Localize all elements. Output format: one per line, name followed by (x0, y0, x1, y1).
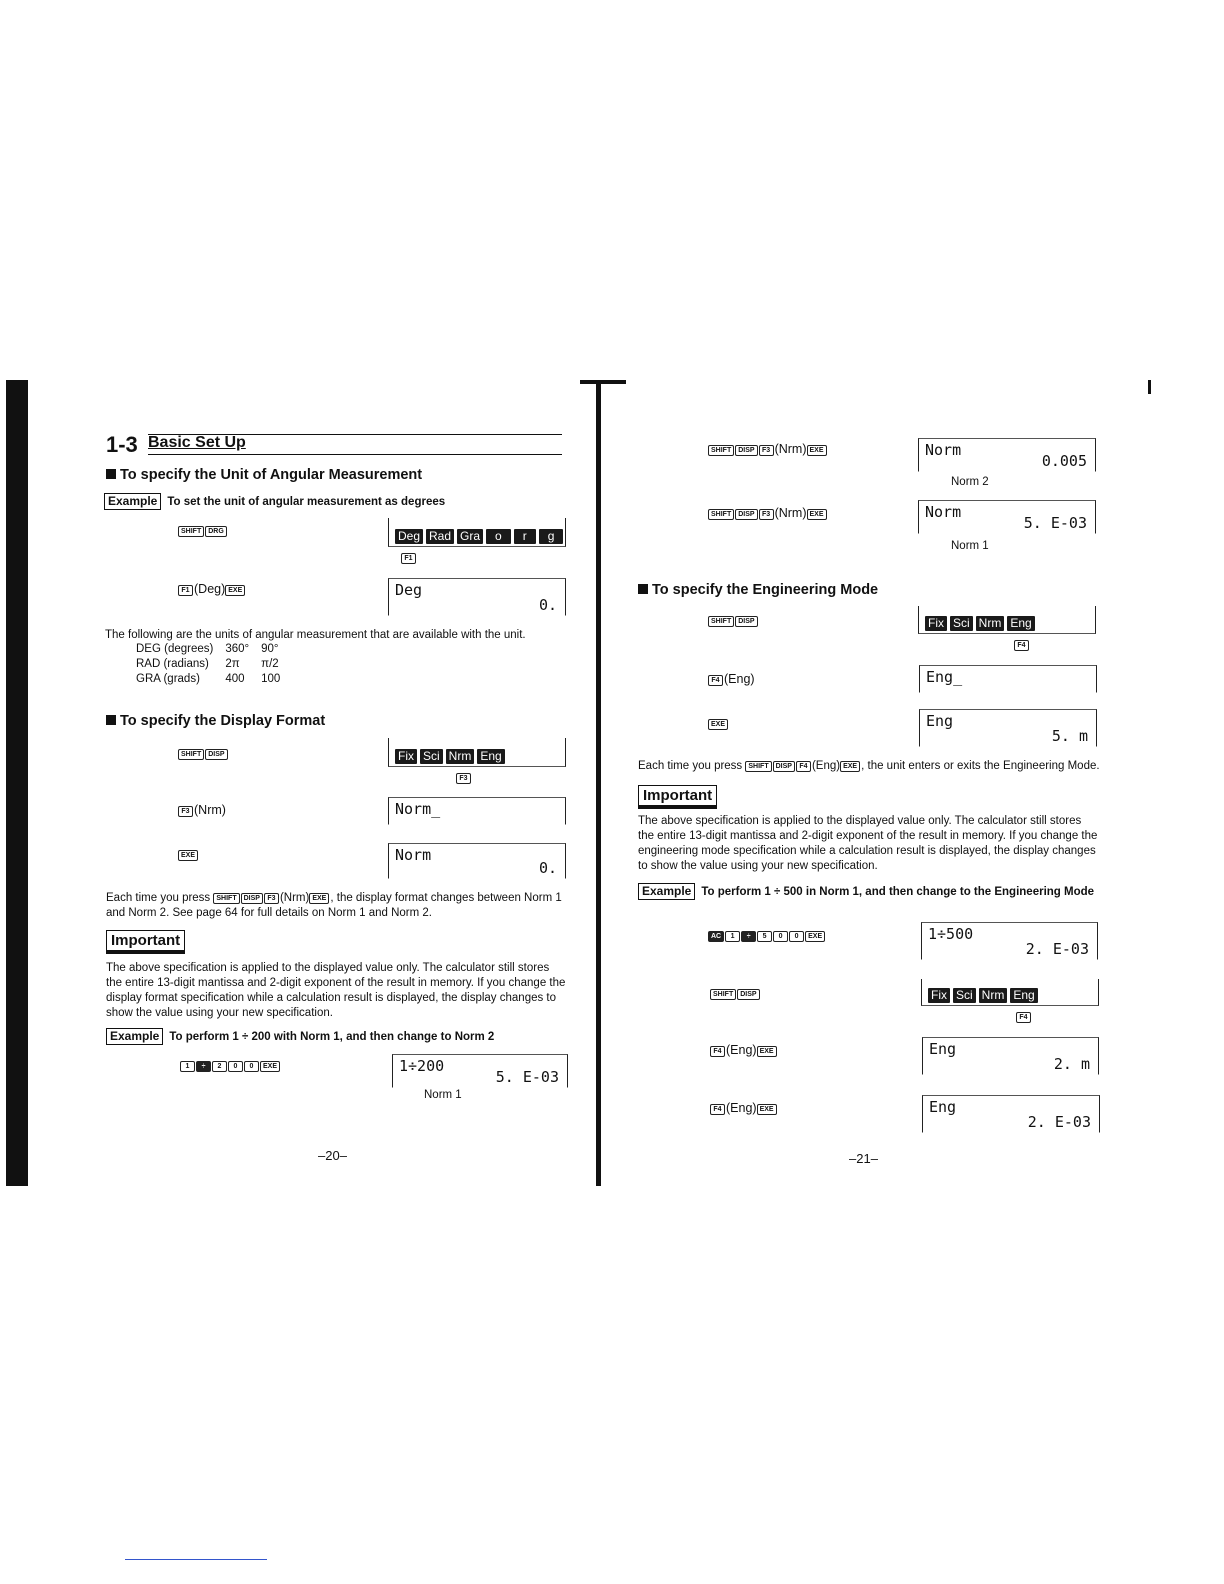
gutter-top-mark (580, 380, 626, 384)
example-2 (106, 1028, 494, 1045)
angle-menu-display (388, 518, 566, 547)
corner-mark (1148, 380, 1151, 394)
menu-tab-g: g (539, 529, 564, 544)
keys-exe (178, 847, 199, 861)
section-heading (106, 430, 564, 456)
f4-label-key-ex3: F4 (1016, 1007, 1032, 1025)
keys-shift-drg (178, 523, 228, 537)
important-heading-right: Important (638, 785, 717, 809)
example-badge: Example (106, 1028, 163, 1045)
disp-key[interactable]: DISP (205, 749, 227, 760)
lcd-eng-2e03: Eng 2. E-03 (922, 1095, 1100, 1133)
menu-tab-deg: Deg (395, 529, 423, 544)
page-gutter (596, 384, 601, 1186)
important-text-left: The above specification is applied to the displayed value only. The calculator still stores the entire 13-digit mantissa and 2-digit exponent of the result in memory. If you change the display format specification while a calculation result is displayed, the display changes to show the value using your new specification. (106, 962, 566, 1019)
menu-tab-nrm: Nrm (446, 749, 475, 764)
units-intro: The following are the units of angular measurement that are available with the unit. (105, 629, 526, 641)
f4-key[interactable]: F4 (708, 675, 723, 686)
lcd-eng-2m: Eng 2. m (922, 1037, 1099, 1075)
lcd-eng-cursor: Eng_ (919, 665, 1097, 693)
menu-tab-nrm: Nrm (976, 616, 1005, 631)
keys-f4-eng-exe-2: F4 (Eng) EXE (710, 1101, 778, 1115)
lcd-norm2: Norm 0.005 (918, 438, 1096, 472)
important-text-right: The above specification is applied to the displayed value only. The calculator still stores the entire 13-digit mantissa and 2-digit exponent of the result in memory. If you change the engineering mode specification while a calculation result is displayed, the display changes to show the value using your new specification. (638, 815, 1098, 872)
keys-exe-right (708, 716, 729, 730)
table-row: RAD (radians) 2π π/2 (136, 658, 279, 670)
each-time-engineering: Each time you press SHIFT DISP F4 (Eng) EXE , the unit enters or exits the Engineering Mode. (638, 760, 1100, 772)
menu-tab-o: o (486, 529, 511, 544)
section-number: 1-3 (106, 432, 138, 457)
bottom-link-line (125, 1559, 267, 1560)
menu-tab-sci: Sci (953, 988, 976, 1003)
caption-norm1-left: Norm 1 (424, 1089, 462, 1101)
example-text: To perform 1 ÷ 200 with Norm 1, and then change to Norm 2 (169, 1031, 495, 1043)
menu-tab-r: r (514, 529, 536, 544)
shift-key[interactable]: SHIFT (710, 989, 736, 1000)
menu-tab-eng: Eng (477, 749, 504, 764)
f1-key[interactable]: F1 (178, 585, 193, 596)
exe-key[interactable]: EXE (708, 719, 728, 730)
keys-shift-disp-f3-nrm-exe-2: SHIFT DISP F3 (Nrm) EXE (708, 506, 828, 520)
disp-key[interactable]: DISP (737, 989, 759, 1000)
divide-key[interactable]: ÷ (196, 1061, 211, 1072)
format-menu-display (388, 738, 566, 767)
keys-ac-1-div-500: AC 1 ÷ 5 0 0 EXE (708, 928, 826, 942)
keys-f4-eng: F4 (Eng) (708, 672, 755, 686)
example-3 (638, 883, 1098, 900)
format-menu-display-ex3 (921, 979, 1099, 1006)
example-text: To perform 1 ÷ 500 in Norm 1, and then change to the Engineering Mode (701, 886, 1095, 898)
f3-label-key: F3 (456, 768, 472, 786)
keys-shift-disp (178, 746, 229, 760)
f4-label-key: F4 (1014, 635, 1030, 653)
subheading-angular: To specify the Unit of Angular Measurement (106, 467, 422, 483)
exe-key[interactable]: EXE (805, 931, 825, 942)
important-heading-left: Important (106, 930, 185, 954)
exe-key[interactable]: EXE (225, 585, 245, 596)
lcd-norm: Norm 0. (388, 843, 566, 879)
menu-tab-fix: Fix (925, 616, 947, 631)
example-badge: Example (638, 883, 695, 900)
keys-f4-eng-exe: F4 (Eng) EXE (710, 1043, 778, 1057)
disp-key[interactable]: DISP (735, 616, 757, 627)
subheading-engineering: To specify the Engineering Mode (638, 582, 878, 598)
menu-tab-nrm: Nrm (979, 988, 1008, 1003)
menu-tab-eng: Eng (1007, 616, 1034, 631)
menu-tab-rad: Rad (426, 529, 454, 544)
menu-tab-gra: Gra (457, 529, 483, 544)
page-number-21: –21– (849, 1151, 878, 1166)
f3-key[interactable]: F3 (178, 806, 193, 817)
shift-key[interactable]: SHIFT (178, 749, 204, 760)
ac-key[interactable]: AC (708, 931, 724, 942)
menu-tab-fix: Fix (395, 749, 417, 764)
table-row: DEG (degrees) 360° 90° (136, 643, 279, 655)
f4-key[interactable]: F4 (710, 1104, 725, 1115)
lcd-norm-cursor: Norm_ (388, 797, 566, 825)
shift-key[interactable]: SHIFT (708, 616, 734, 627)
exe-key[interactable]: EXE (757, 1046, 777, 1057)
example-badge: Example (104, 493, 161, 510)
lcd-norm1: Norm 5. E-03 (918, 500, 1096, 534)
subheading-display-format: To specify the Display Format (106, 713, 325, 729)
table-row: GRA (grads) 400 100 (136, 673, 281, 685)
exe-key[interactable]: EXE (757, 1104, 777, 1115)
keys-1-div-200: 1 ÷ 2 0 0 EXE (180, 1058, 281, 1072)
menu-tab-fix: Fix (928, 988, 950, 1003)
lcd-deg: Deg 0. (388, 578, 566, 616)
menu-tab-eng: Eng (1010, 988, 1037, 1003)
heading-rule (148, 454, 562, 455)
page-number-20: –20– (318, 1148, 347, 1163)
format-menu-display-right (918, 606, 1096, 634)
exe-key[interactable]: EXE (260, 1061, 280, 1072)
lcd-1div500: 1÷500 2. E-03 (921, 922, 1098, 960)
each-time-display-format: Each time you press SHIFT DISP F3 (Nrm) EXE , the display format changes between Norm 1 and Norm 2. See page 64 for full details on Norm 1 and Norm 2. (106, 892, 562, 919)
lcd-eng: Eng 5. m (919, 709, 1097, 747)
keys-shift-disp-ex3 (710, 986, 761, 1000)
section-title: Basic Set Up (148, 434, 246, 451)
heading-rule (148, 434, 562, 435)
f1-label-key: F1 (401, 548, 417, 566)
caption-norm2: Norm 2 (951, 476, 989, 488)
divide-key[interactable]: ÷ (741, 931, 756, 942)
keys-shift-disp-right (708, 613, 759, 627)
drg-key[interactable]: DRG (205, 526, 227, 537)
keys-shift-disp-f3-nrm-exe: SHIFT DISP F3 (Nrm) EXE (708, 442, 828, 456)
caption-norm1: Norm 1 (951, 540, 989, 552)
shift-key[interactable]: SHIFT (178, 526, 204, 537)
keys-f1-deg: F1 (Deg) EXE (178, 582, 246, 596)
menu-tab-sci: Sci (420, 749, 443, 764)
exe-key[interactable]: EXE (178, 850, 198, 861)
lcd-1div200: 1÷200 5. E-03 (392, 1054, 568, 1088)
menu-tab-sci: Sci (950, 616, 973, 631)
keys-f3-nrm: F3 (Nrm) (178, 803, 226, 817)
units-table (136, 642, 292, 687)
example-text: To set the unit of angular measurement as degrees (167, 496, 446, 508)
left-page-edge (6, 380, 28, 1186)
example-1 (104, 493, 445, 510)
f4-key[interactable]: F4 (710, 1046, 725, 1057)
